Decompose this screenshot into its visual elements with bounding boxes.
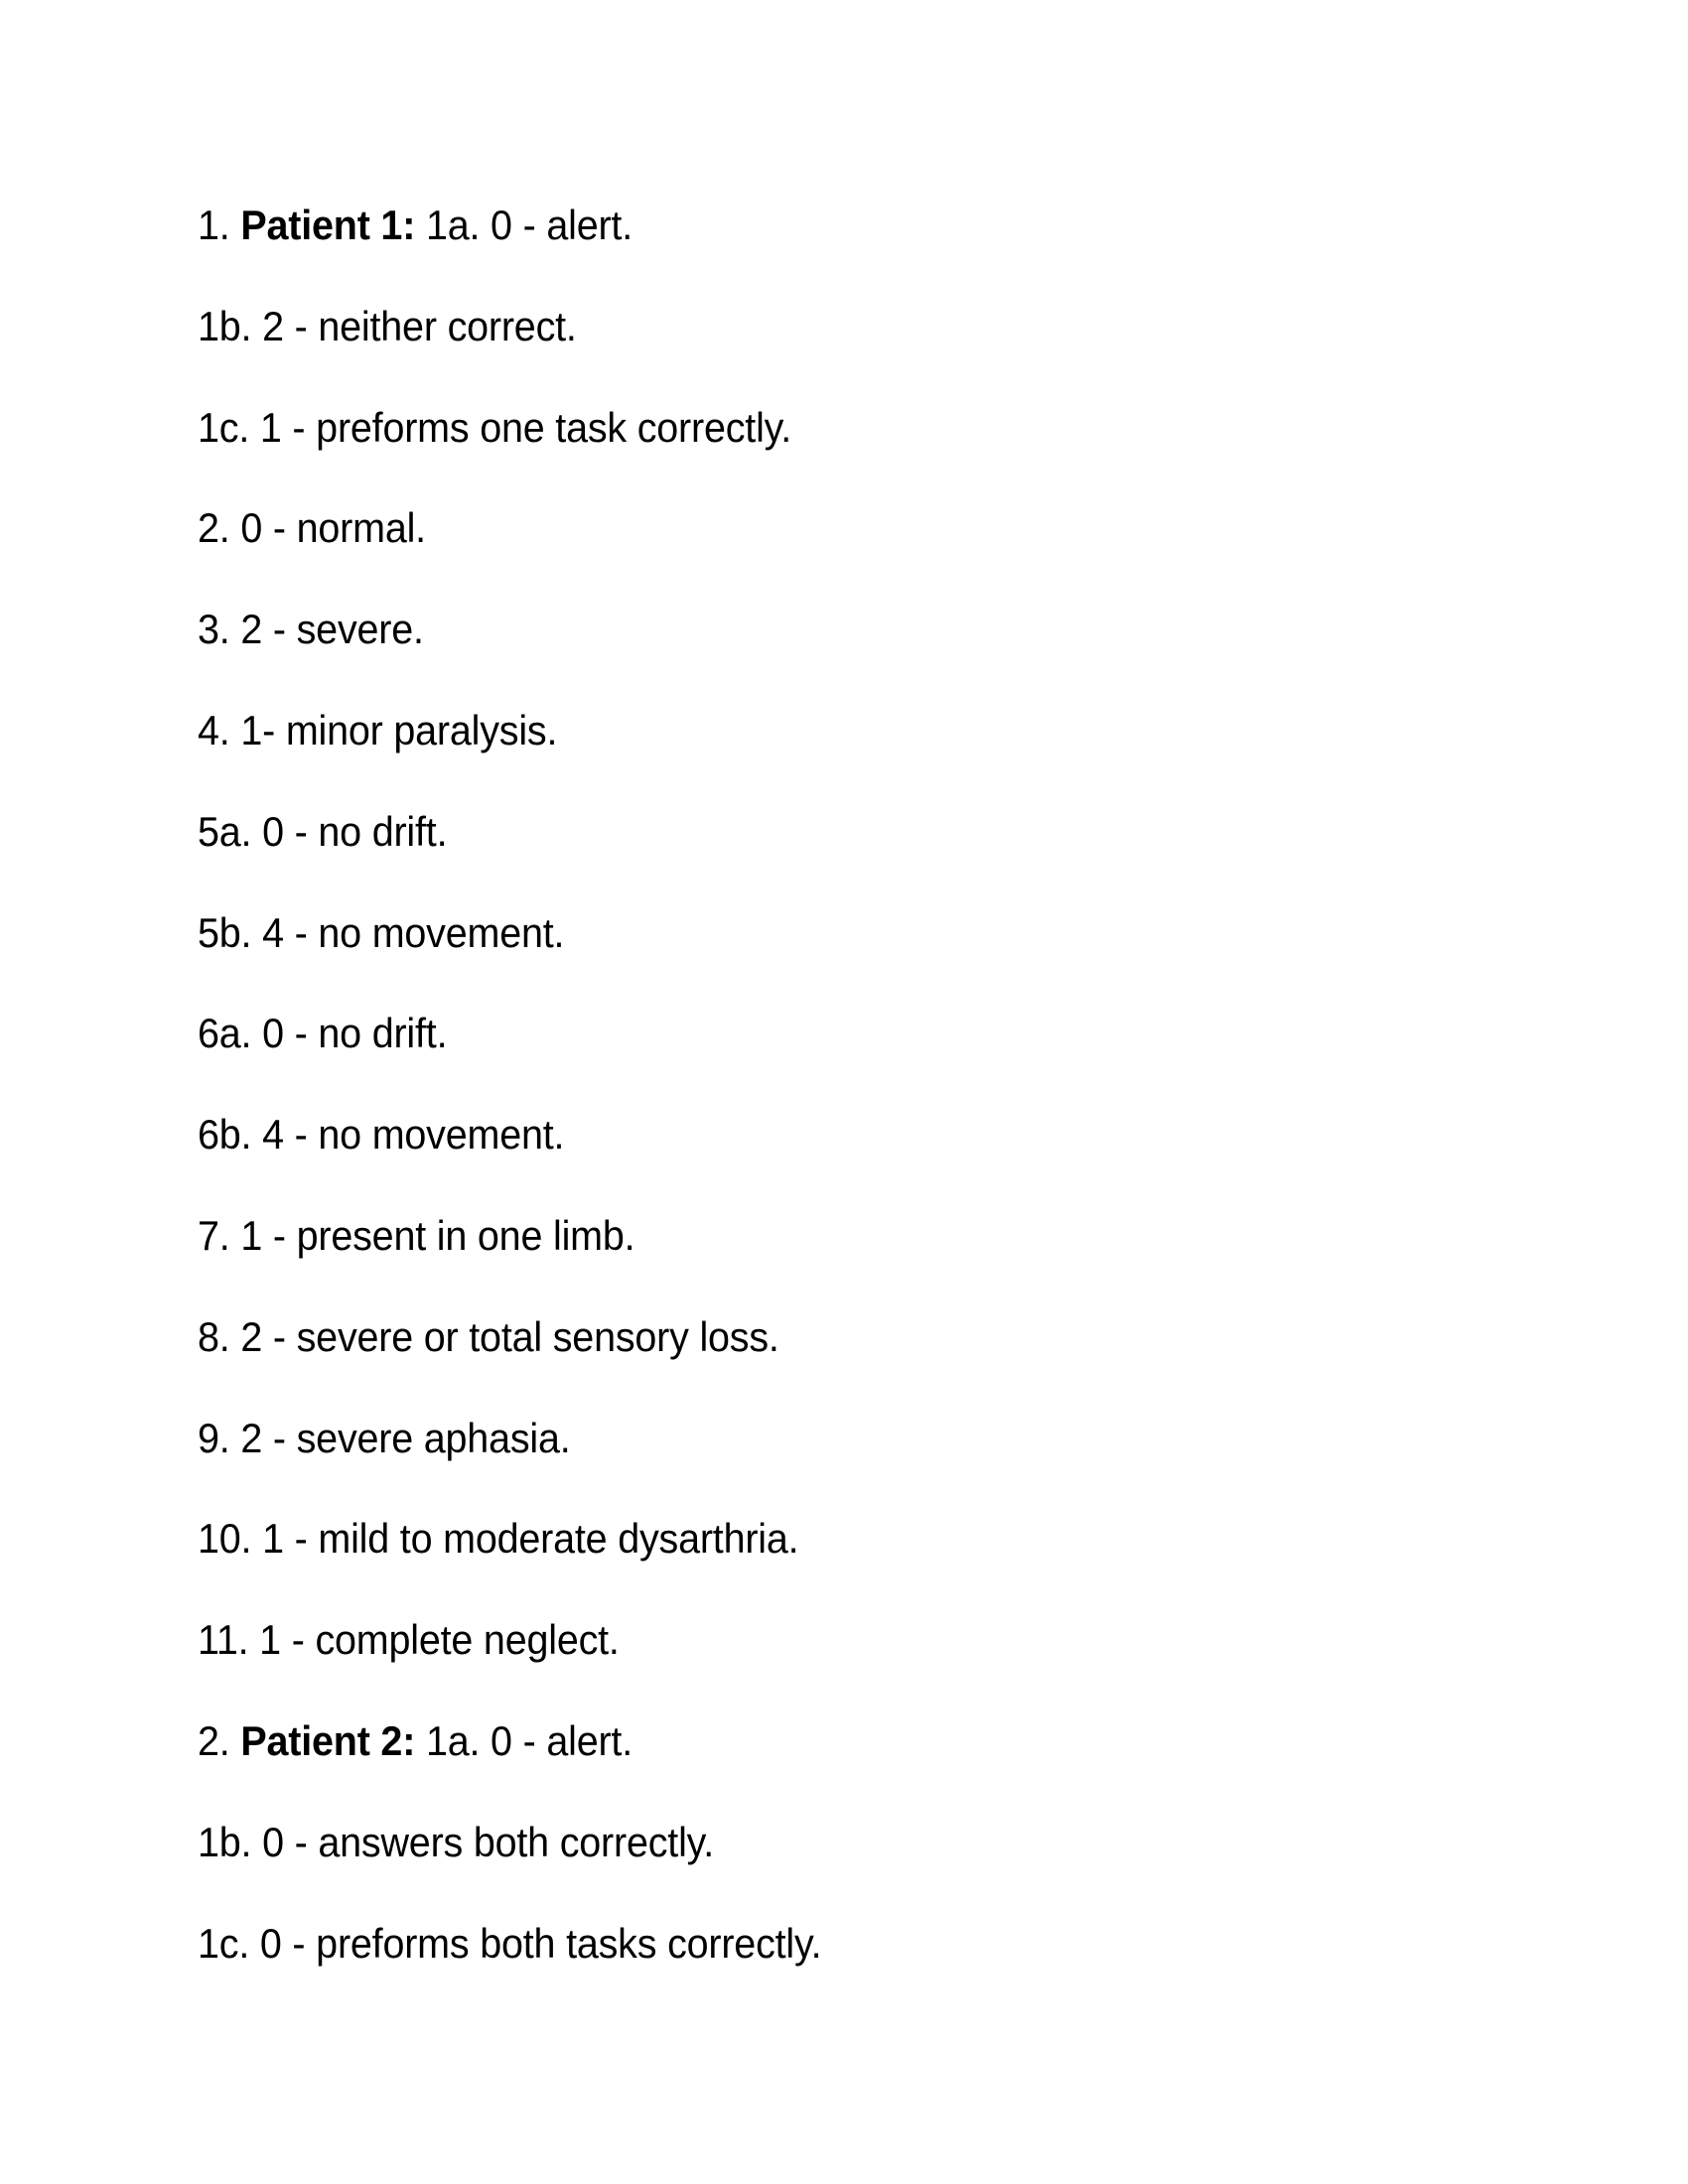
line-text: 11. 1 - complete neglect. [198, 1616, 620, 1664]
line-text: 6b. 4 - no movement. [198, 1111, 565, 1159]
line-text: 2. 0 - normal. [198, 504, 426, 552]
patient-1-header-line [198, 197, 821, 298]
assessment-line [198, 399, 821, 500]
assessment-line [198, 1814, 821, 1915]
patient-label: Patient 2: [240, 1716, 416, 1764]
patient-label: Patient 1: [240, 202, 416, 248]
assessment-line [198, 904, 821, 1006]
list-number: 1. [198, 202, 241, 248]
line-text: 3. 2 - severe. [198, 606, 424, 653]
line-text: 1b. 2 - neither correct. [198, 302, 577, 349]
assessment-line [198, 803, 821, 904]
assessment-line [198, 499, 821, 601]
assessment-line [198, 601, 821, 702]
assessment-list [198, 197, 862, 2015]
line-text: 1c. 0 - preforms both tasks correctly. [198, 1919, 822, 1967]
assessment-line [198, 1611, 821, 1712]
patient-2-header-line [198, 1712, 821, 1814]
line-text: 8. 2 - severe or total sensory loss. [198, 1312, 779, 1360]
line-text: 7. 1 - present in one limb. [198, 1211, 635, 1259]
list-number: 2. [198, 1716, 241, 1764]
assessment-line [198, 1005, 821, 1106]
line-text: 9. 2 - severe aphasia. [198, 1414, 571, 1461]
assessment-line [198, 1510, 821, 1611]
line-text: 1c. 1 - preforms one task correctly. [198, 403, 792, 451]
line-text: 4. 1- minor paralysis. [198, 706, 558, 753]
assessment-line [198, 702, 821, 803]
line-text: 1a. 0 - alert. [415, 202, 633, 248]
line-text: 1a. 0 - alert. [415, 1716, 633, 1764]
line-text: 5a. 0 - no drift. [198, 807, 448, 855]
line-text: 10. 1 - mild to moderate dysarthria. [198, 1515, 799, 1563]
assessment-line [198, 1308, 821, 1410]
assessment-line [198, 1207, 821, 1308]
line-text: 1b. 0 - answers both correctly. [198, 1818, 715, 1865]
assessment-line [198, 1410, 821, 1511]
line-text: 5b. 4 - no movement. [198, 908, 565, 956]
line-text: 6a. 0 - no drift. [198, 1010, 448, 1057]
assessment-line [198, 298, 821, 399]
assessment-line [198, 1106, 821, 1207]
assessment-line [198, 1915, 821, 2016]
